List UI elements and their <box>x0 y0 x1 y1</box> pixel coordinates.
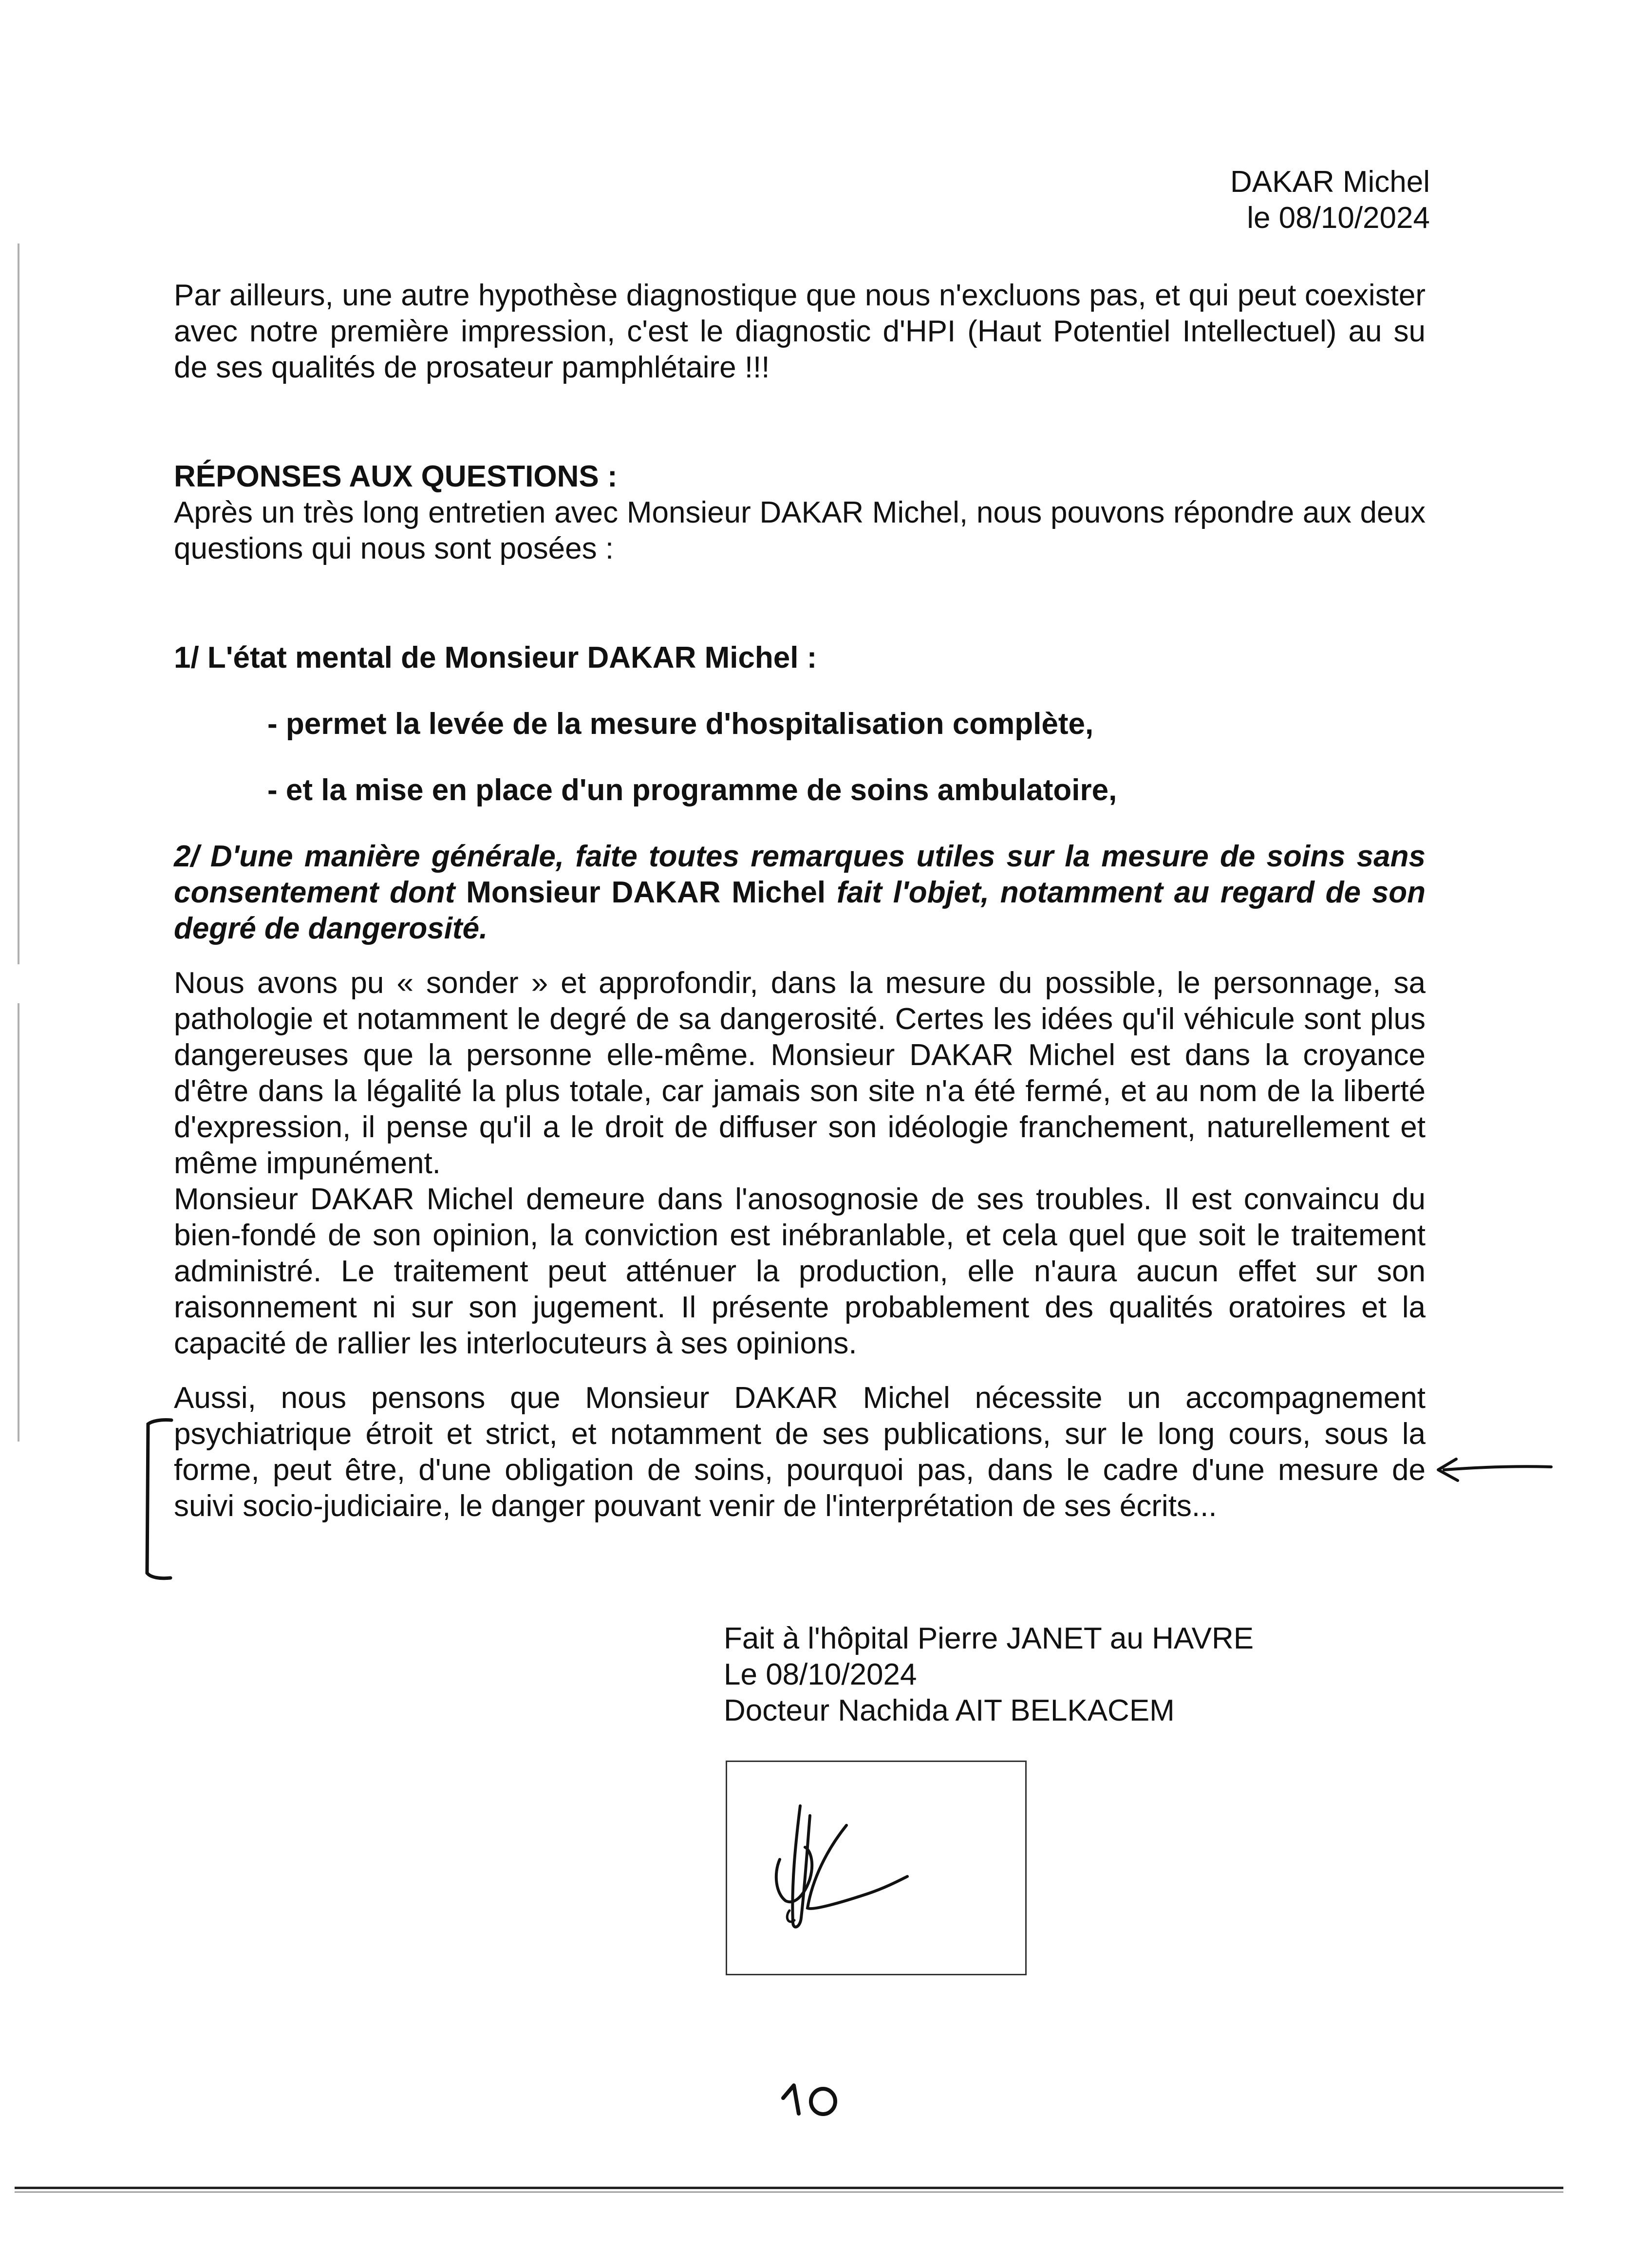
question1-item: - et la mise en place d'un programme de soins ambulatoire, <box>267 773 1117 807</box>
handwritten-arrow-icon <box>1429 1456 1556 1485</box>
responses-intro: Après un très long entretien avec Monsieur DAKAR Michel, nous pouvons répondre aux deux questions qui nous sont posées : <box>174 496 1426 565</box>
header-name: DAKAR Michel <box>1230 165 1430 199</box>
document-body <box>174 278 1426 1524</box>
signature-doctor: Docteur Nachida AIT BELKACEM <box>724 1694 1175 1727</box>
question2-part3: fait l'objet, notamment au regard de son degré de dangerosité. <box>174 876 1426 945</box>
signature-place: Fait à l'hôpital Pierre JANET au HAVRE <box>724 1622 1254 1655</box>
handwritten-signature <box>727 1762 1025 1974</box>
bottom-divider <box>15 2187 1563 2189</box>
responses-heading: RÉPONSES AUX QUESTIONS : <box>174 460 618 493</box>
body-paragraph-3: Aussi, nous pensons que Monsieur DAKAR Michel nécessite un accompagnement psychiatrique étroit et strict, et notamment de ses publications, sur le long cours, sous la forme, peut être, d'une obligation de soins, pourquoi pas, dans le cadre d'une mesure de suivi socio-judiciaire, le danger pouvant venir de l'interprétation de ses écrits... <box>174 1381 1426 1523</box>
signature-date: Le 08/10/2024 <box>724 1658 917 1691</box>
body-paragraph-1: Nous avons pu « sonder » et approfondir, dans la mesure du possible, le personnage, sa pathologie et notamment le degré de sa dangerosité. Certes les idées qu'il véhicule sont plus dangereuses que la personne elle-même. Monsieur DAKAR Michel est dans la croyance d'être dans la légalité la plus totale, car jamais son site n'a été fermé, et au nom de la liberté d'expression, il pense qu'il a le droit de diffuser son idéologie franchement, naturellement et même impunément. <box>174 966 1426 1180</box>
signature-box <box>726 1761 1027 1975</box>
handwritten-bracket <box>141 1417 175 1583</box>
header-date: le 08/10/2024 <box>1247 201 1430 235</box>
scan-edge-line <box>18 1003 19 1442</box>
question2-part1: 2/ D'une manière générale, faite toutes remarques utiles sur la mesure de soins sans consentement dont <box>174 840 1426 909</box>
question2 <box>174 839 1426 947</box>
handwritten-page-number <box>779 2080 852 2118</box>
question2-part2: Monsieur DAKAR Michel <box>466 876 826 909</box>
signature-block <box>724 1621 1254 1729</box>
bottom-divider <box>15 2192 1563 2193</box>
page-number <box>779 2080 852 2118</box>
header <box>1230 164 1430 236</box>
scan-edge-line <box>18 244 19 964</box>
question1-title: 1/ L'état mental de Monsieur DAKAR Michel : <box>174 641 817 675</box>
intro-paragraph: Par ailleurs, une autre hypothèse diagnostique que nous n'excluons pas, et qui peut coexister avec notre première impression, c'est le diagnostic d'HPI (Haut Potentiel Intellectuel) au su de ses qualités de prosateur pamphlétaire !!! <box>174 279 1426 384</box>
question1-item: - permet la levée de la mesure d'hospitalisation complète, <box>267 707 1094 741</box>
body-paragraph-2: Monsieur DAKAR Michel demeure dans l'anosognosie de ses troubles. Il est convaincu du bien-fondé de son opinion, la conviction est inébranlable, et cela quel que soit le traitement administré. Le traitement peut atténuer la production, elle n'aura aucun effet sur son raisonnement ni sur son jugement. Il présente probablement des qualités oratoires et la capacité de rallier les interlocuteurs à ses opinions. <box>174 1182 1426 1360</box>
